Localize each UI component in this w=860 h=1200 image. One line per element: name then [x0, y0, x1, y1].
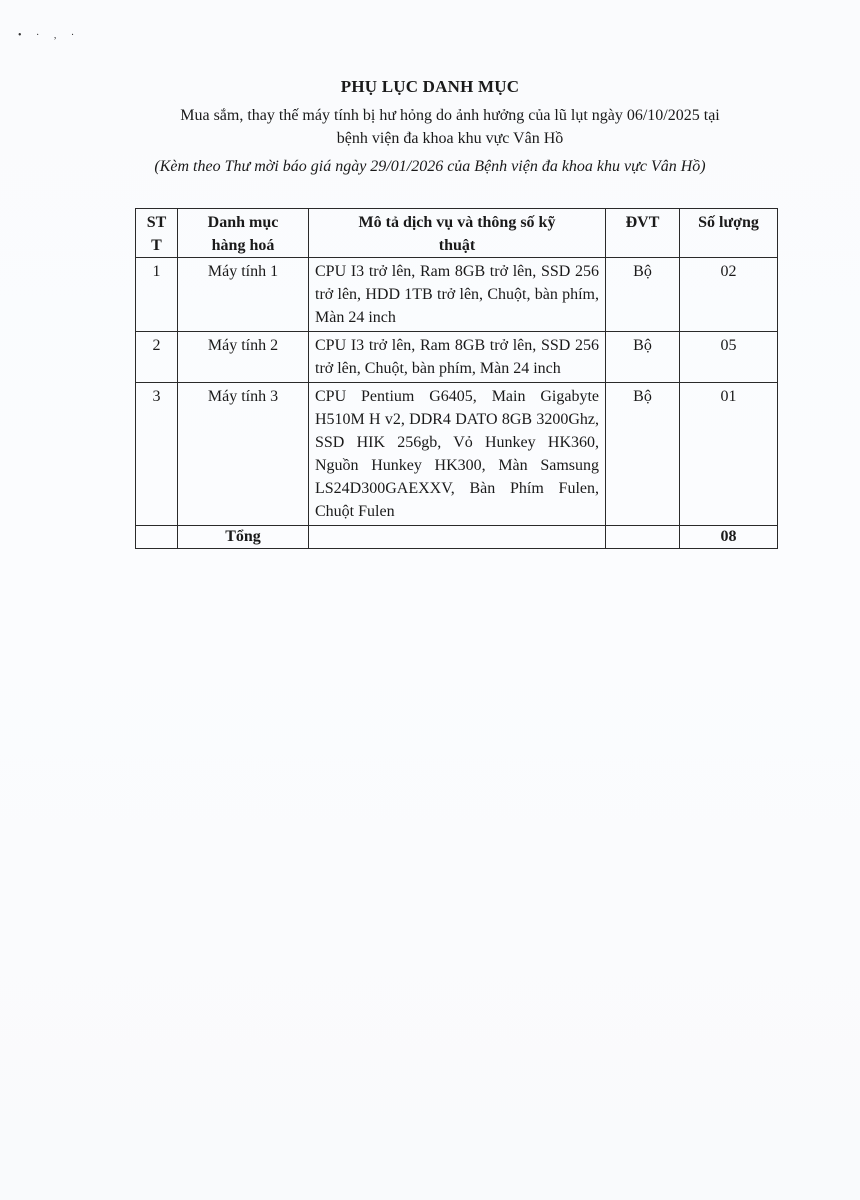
cell-stt: 3 [136, 383, 178, 526]
cell-stt: 1 [136, 258, 178, 332]
cell-unit: Bộ [606, 258, 680, 332]
header-stt [136, 209, 178, 258]
cell-qty: 05 [680, 332, 778, 383]
table-header-row [136, 209, 778, 258]
table-row [136, 383, 778, 526]
header-name-line2: hàng hoá [211, 237, 275, 254]
document-title: PHỤ LỤC DANH MỤC [340, 77, 520, 96]
goods-table [135, 208, 778, 549]
table-row [136, 258, 778, 332]
cell-desc: CPU I3 trở lên, Ram 8GB trở lên, SSD 256 trở lên, Chuột, bàn phím, Màn 24 inch [309, 332, 606, 383]
header-desc [309, 209, 606, 258]
cell-name: Máy tính 1 [178, 258, 309, 332]
header-desc-line2: thuật [438, 237, 476, 254]
cell-qty: 01 [680, 383, 778, 526]
cell-total-stt [136, 526, 178, 549]
header-desc-line1: Mô tả dịch vụ và thông số kỹ [358, 214, 556, 231]
cell-total-desc [309, 526, 606, 549]
document-note: (Kèm theo Thư mời báo giá ngày 29/01/2026 của Bệnh viện đa khoa khu vực Vân Hồ) [154, 158, 706, 175]
cell-desc: CPU I3 trở lên, Ram 8GB trở lên, SSD 256 trở lên, HDD 1TB trở lên, Chuột, bàn phím, Màn 24 inch [309, 258, 606, 332]
subtitle-line-1: Mua sắm, thay thế máy tính bị hư hỏng do ảnh hưởng của lũ lụt ngày 06/10/2025 tại [180, 107, 720, 124]
header-unit: ĐVT [606, 209, 680, 258]
header-name-line1: Danh mục [207, 214, 279, 231]
cell-unit: Bộ [606, 383, 680, 526]
cell-name: Máy tính 3 [178, 383, 309, 526]
cell-total-qty: 08 [680, 526, 778, 549]
table-total-row [136, 526, 778, 549]
cell-total-label: Tổng [178, 526, 309, 549]
cell-stt: 2 [136, 332, 178, 383]
cell-desc: CPU Pentium G6405, Main Gigabyte H510M H v2, DDR4 DATO 8GB 3200Ghz, SSD HIK 256gb, Vỏ Hunkey HK360, Nguồn Hunkey HK300, Màn Samsung LS24D300GAEXXV, Bàn Phím Fulen, Chuột Fulen [309, 383, 606, 526]
cell-qty: 02 [680, 258, 778, 332]
cell-total-unit [606, 526, 680, 549]
header-name [178, 209, 309, 258]
header-stt-line2: T [151, 237, 162, 254]
document-subtitle [120, 104, 780, 150]
scan-marks: • · , · [18, 30, 81, 41]
subtitle-line-2: bệnh viện đa khoa khu vực Vân Hồ [336, 130, 564, 147]
header-stt-line1: ST [146, 214, 167, 231]
header-qty: Số lượng [680, 209, 778, 258]
cell-unit: Bộ [606, 332, 680, 383]
table-row [136, 332, 778, 383]
cell-name: Máy tính 2 [178, 332, 309, 383]
